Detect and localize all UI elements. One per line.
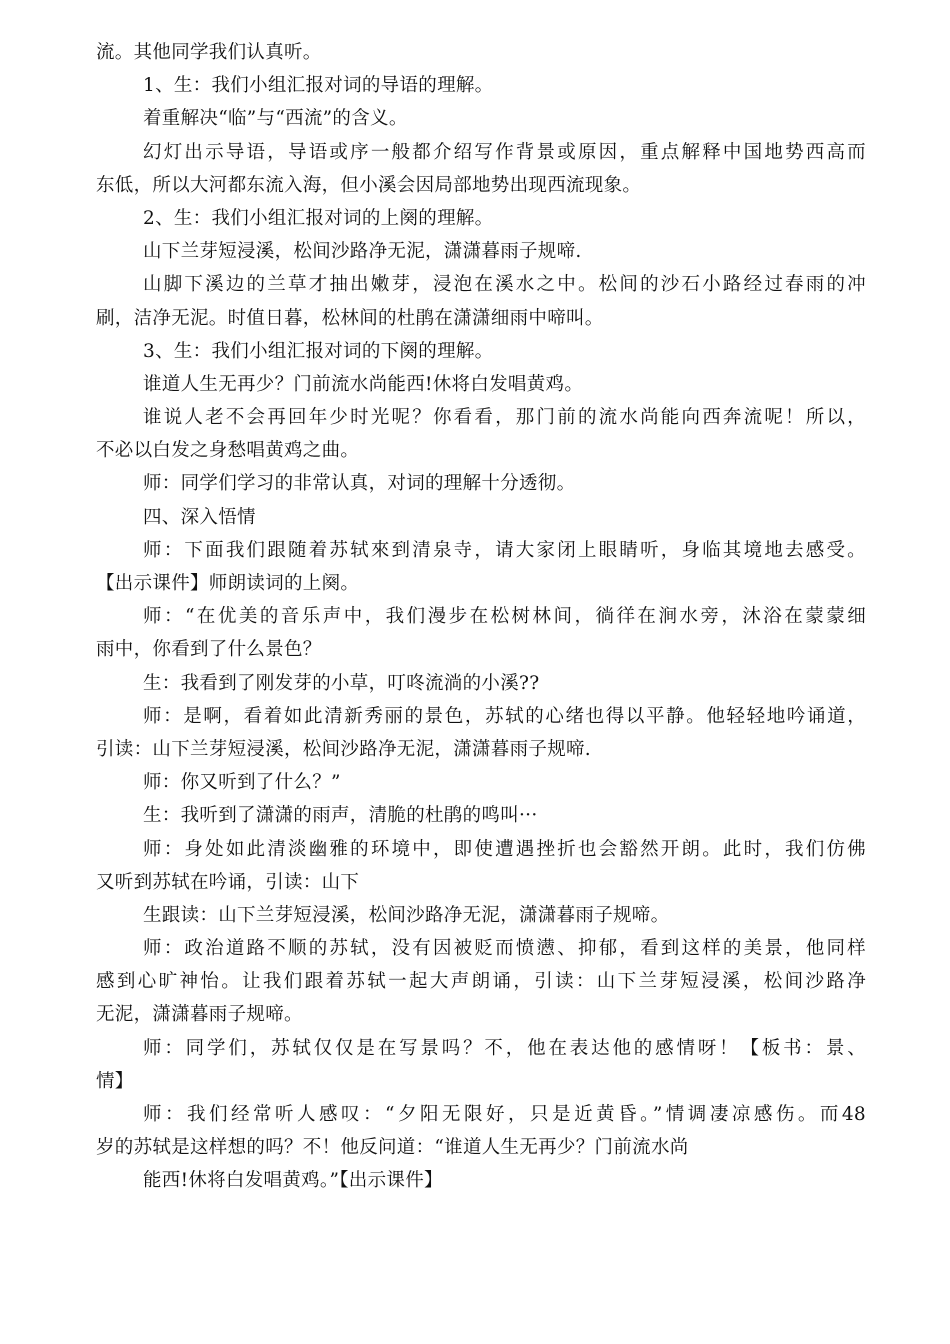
text-line: 师：下面我们跟随着苏轼來到清泉寺，请大家闭上眼睛听，身临其境地去感受。: [143, 539, 866, 561]
text-line: 四、深入悟情: [143, 506, 256, 528]
text-line: 情】: [96, 1070, 134, 1092]
text-line: 山脚下溪边的兰草才抽出嫩芽，浸泡在溪水之中。松间的沙石小路经过春雨的冲: [143, 274, 866, 296]
text-line: 雨中，你看到了什么景色？: [96, 639, 322, 661]
text-line: 1、生：我们小组汇报对词的导语的理解。: [143, 75, 494, 97]
text-line: 师：政治道路不顺的苏轼，没有因被贬而愤懑、抑郁，看到这样的美景，他同样: [143, 938, 866, 960]
text-line: 东低，所以大河都东流入海，但小溪会因局部地势出现西流现象。: [96, 174, 642, 196]
text-line: 师：我们经常听人感叹：“夕阳无限好，只是近黄昏。”情调凄凉感伤。而48: [143, 1104, 866, 1125]
text-line: 又听到苏轼在吟诵，引读：山下: [96, 871, 360, 893]
document-body: [96, 36, 866, 1198]
text-line: 【出示课件】师朗读词的上阕。: [96, 573, 360, 594]
text-line: 2、生：我们小组汇报对词的上阕的理解。: [143, 207, 494, 229]
text-line: 岁的苏轼是这样想的吗？不！他反问道：“谁道人生无再少？门前流水尚: [96, 1137, 689, 1159]
text-line: 流。其他同学我们认真听。: [96, 42, 322, 63]
text-line: 感到心旷神怡。让我们跟着苏轼一起大声朗诵，引读：山下兰芽短浸溪，松间沙路净: [96, 971, 866, 993]
text-line: 师：你又听到了什么？”: [143, 772, 341, 794]
text-line: 师：同学们，苏轼仅仅是在写景吗？不，他在表达他的感情呀！【板书：景、: [143, 1037, 866, 1059]
text-line: 生：我听到了潇潇的雨声，清脆的杜鹃的鸣叫···: [143, 805, 538, 827]
text-line: 引读：山下兰芽短浸溪，松间沙路净无泥，潇潇暮雨子规啼.: [96, 738, 591, 760]
text-line: 谁说人老不会再回年少时光呢？你看看，那门前的流水尚能向西奔流呢！所以，: [143, 407, 866, 429]
text-line: 师：“在优美的音乐声中，我们漫步在松树林间，徜徉在涧水旁，沐浴在蒙蒙细: [143, 606, 866, 628]
text-line: 幻灯出示导语，导语或序一般都介绍写作背景或原因，重点解释中国地势西高而: [143, 141, 866, 163]
text-line: 谁道人生无再少？门前流水尚能西!休将白发唱黄鸡。: [143, 373, 584, 395]
text-line: 不必以白发之身愁唱黄鸡之曲。: [96, 440, 360, 462]
text-line: 3、生：我们小组汇报对词的下阕的理解。: [143, 340, 494, 362]
text-line: 师：身处如此清淡幽雅的环境中，即使遭遇挫折也会豁然开朗。此时，我们仿佛: [143, 838, 866, 860]
text-line: 能西!休将白发唱黄鸡。”【出示课件】: [143, 1170, 443, 1192]
text-line: 无泥，潇潇暮雨子规啼。: [96, 1004, 303, 1026]
text-line: 生：我看到了刚发芽的小草，叮咚流淌的小溪??: [143, 672, 540, 694]
text-line: 着重解决“临”与“西流”的含义。: [143, 108, 408, 130]
text-line: 师：是啊，看着如此清新秀丽的景色，苏轼的心绪也得以平静。他轻轻地吟诵道，: [143, 705, 866, 727]
text-line: 山下兰芽短浸溪，松间沙路净无泥，潇潇暮雨子规啼.: [143, 241, 582, 263]
text-line: 刷，洁净无泥。时值日暮，松林间的杜鹃在潇潇细雨中啼叫。: [96, 307, 604, 329]
text-line: 师：同学们学习的非常认真，对词的理解十分透彻。: [143, 473, 576, 495]
text-line: 生跟读：山下兰芽短浸溪，松间沙路净无泥，潇潇暮雨子规啼。: [143, 904, 670, 926]
